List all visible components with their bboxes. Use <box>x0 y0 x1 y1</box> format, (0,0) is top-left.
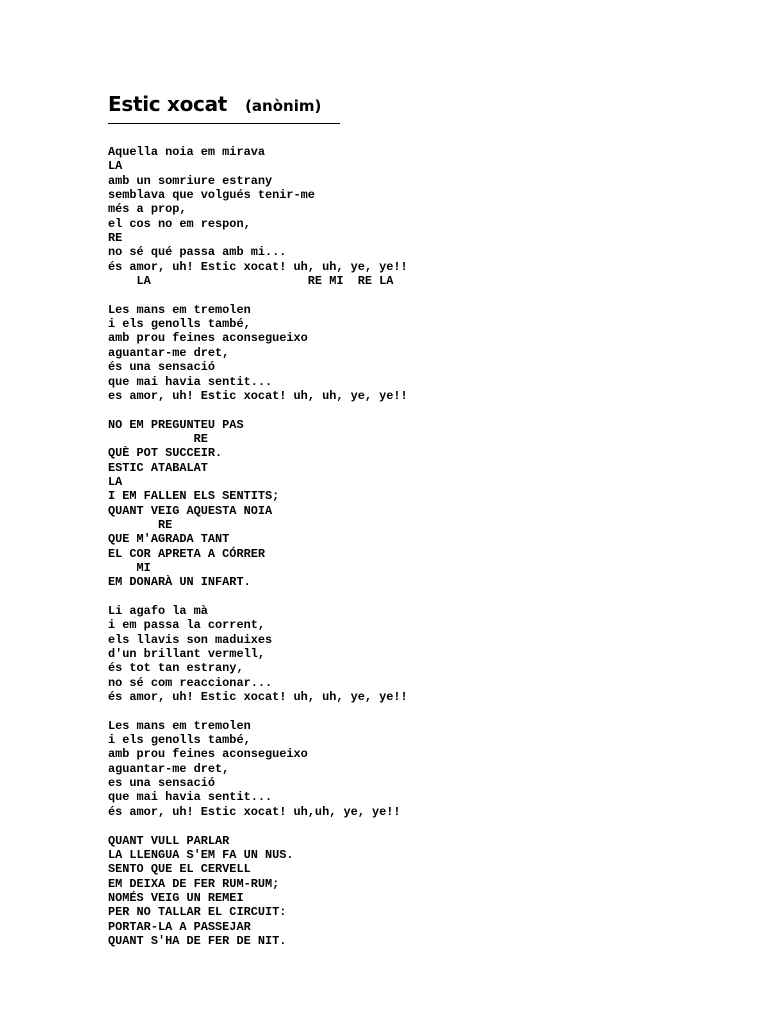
lyric-line: aguantar-me dret, <box>108 345 230 360</box>
lyric-line: i em passa la corrent, <box>108 618 265 633</box>
lyric-line: és amor, uh! Estic xocat! uh, uh, ye, ye!! <box>108 690 408 705</box>
blank-line <box>108 819 728 833</box>
lyric-line: més a prop, <box>108 202 187 217</box>
lyric-line: Les mans em tremolen <box>108 302 251 317</box>
lyric-line: és amor, uh! Estic xocat! uh,uh, ye, ye!! <box>108 804 401 819</box>
blank-line <box>108 403 728 417</box>
lyric-line: no sé qué passa amb mi... <box>108 245 287 260</box>
lyric-line: EM DONARÀ UN INFART. <box>108 575 251 590</box>
chord-line: RE <box>108 231 123 246</box>
lyric-line: PER NO TALLAR EL CIRCUIT: <box>108 905 287 920</box>
lyric-line: que mai havia sentit... <box>108 790 273 805</box>
lyric-line: aguantar-me dret, <box>108 761 230 776</box>
lyric-line: ESTIC ATABALAT <box>108 460 208 475</box>
chord-line: LA RE MI RE LA <box>108 274 394 289</box>
lyric-line: QUE M'AGRADA TANT <box>108 532 230 547</box>
lyric-line: EM DEIXA DE FER RUM-RUM; <box>108 876 280 891</box>
blank-line <box>108 590 728 604</box>
lyric-line: NO EM PREGUNTEU PAS <box>108 417 244 432</box>
lyric-line: i els genolls també, <box>108 317 251 332</box>
lyric-line: amb prou feines aconsegueixo <box>108 747 308 762</box>
chord-line: LA <box>108 159 123 174</box>
lyric-line: els llavis son maduixes <box>108 632 273 647</box>
lyric-line: d'un brillant vermell, <box>108 647 265 662</box>
blank-line <box>108 288 728 302</box>
chord-line: RE <box>108 517 173 532</box>
song-author: (anònim) <box>245 97 322 115</box>
lyric-line: QUANT VULL PARLAR <box>108 833 230 848</box>
lyric-line: és una sensació <box>108 360 216 375</box>
lyric-line: QUANT VEIG AQUESTA NOIA <box>108 503 273 518</box>
lyric-line: NOMÉS VEIG UN REMEI <box>108 890 244 905</box>
lyric-line: i els genolls també, <box>108 733 251 748</box>
lyric-line: és tot tan estrany, <box>108 661 244 676</box>
lyric-line: semblava que volgués tenir-me <box>108 188 315 203</box>
lyric-line: es una sensació <box>108 776 216 791</box>
lyric-line: és amor, uh! Estic xocat! uh, uh, ye, ye!! <box>108 259 408 274</box>
lyric-line: el cos no em respon, <box>108 216 251 231</box>
lyric-line: QUÈ POT SUCCEIR. <box>108 446 223 461</box>
lyric-line: LA LLENGUA S'EM FA UN NUS. <box>108 847 294 862</box>
blank-line <box>108 704 728 718</box>
chord-line: RE <box>108 431 208 446</box>
lyric-line: es amor, uh! Estic xocat! uh, uh, ye, ye!! <box>108 388 408 403</box>
lyric-line: I EM FALLEN ELS SENTITS; <box>108 489 280 504</box>
title-block <box>108 92 340 124</box>
lyric-line: Aquella noia em mirava <box>108 145 265 159</box>
lyric-line: Li agafo la mà <box>108 604 208 618</box>
chord-line: LA <box>108 474 123 489</box>
lyric-line: amb un somriure estrany <box>108 173 273 188</box>
song-title: Estic xocat <box>108 92 228 116</box>
lyric-line: PORTAR-LA A PASSEJAR <box>108 919 251 934</box>
lyric-line: no sé com reaccionar... <box>108 675 273 690</box>
lyrics-body <box>108 145 728 948</box>
lyric-line: que mai havia sentit... <box>108 374 273 389</box>
lyric-line: QUANT S'HA DE FER DE NIT. <box>108 933 287 948</box>
lyric-line: SENTO QUE EL CERVELL <box>108 862 251 877</box>
lyric-line: amb prou feines aconsegueixo <box>108 331 308 346</box>
lyric-line: EL COR APRETA A CÓRRER <box>108 546 265 561</box>
lyric-line: Les mans em tremolen <box>108 718 251 733</box>
chord-line: MI <box>108 560 151 575</box>
